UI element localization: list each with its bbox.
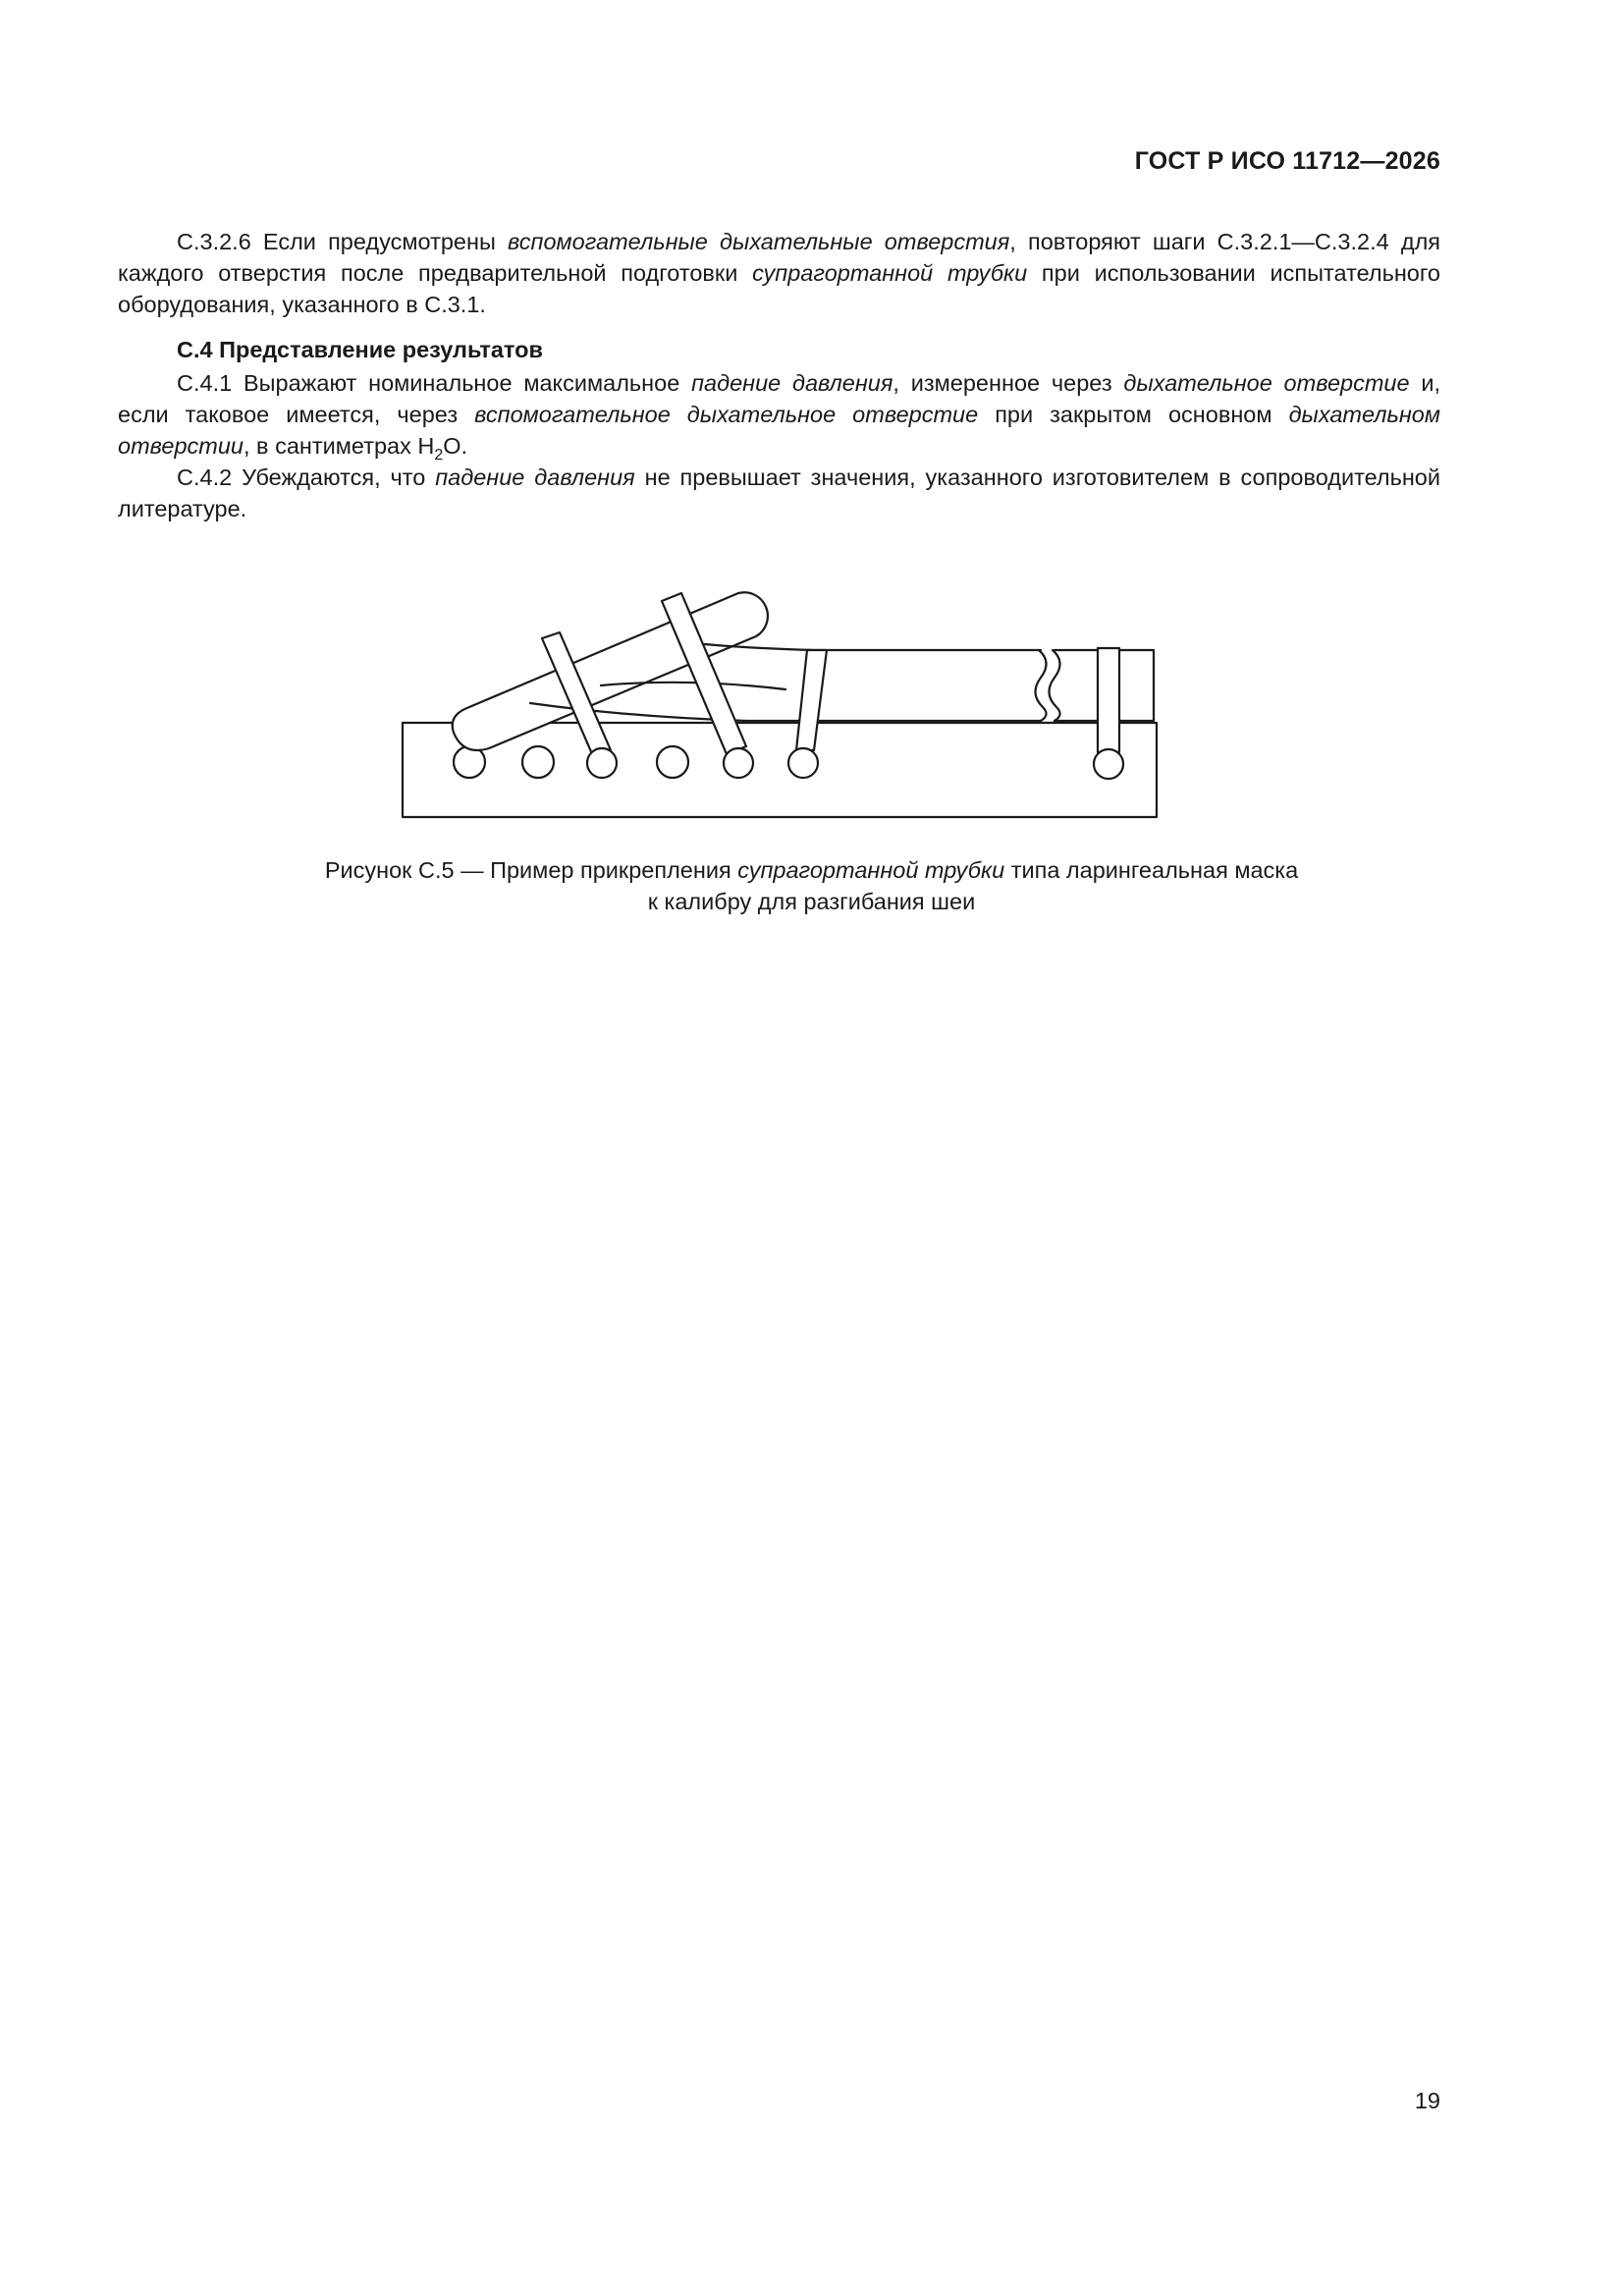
subscript: 2 [434, 447, 444, 464]
text-run: типа ларингеальная маска [1004, 857, 1299, 883]
text-run: , измеренное через [893, 370, 1124, 396]
text-run: и, если таковое имеется, через [118, 370, 1440, 427]
term-italic: дыхательном отверстии [118, 402, 1440, 459]
page-number: 19 [1414, 2088, 1440, 2113]
term-italic: вспомогательные дыхательные отверстия [508, 229, 1010, 254]
text-run: не превышает значения, указанного изготовителем в сопроводительной литературе. [118, 465, 1440, 521]
paragraph-c326 [118, 226, 1440, 320]
paragraph-c41 [118, 367, 1440, 462]
caption-line-2: к калибру для разгибания шеи [647, 889, 976, 914]
section-heading-c4: С.4 Представление результатов [177, 337, 543, 362]
term-italic: супрагортанной трубки [752, 260, 1028, 286]
text-run: С.4.2 Убеждаются, что [177, 465, 436, 490]
term-italic: вспомогательное дыхательное отверстие [474, 402, 979, 427]
text-run: O. [443, 433, 468, 459]
tube-bottom-edge [530, 703, 1041, 721]
caption-line-1 [0, 854, 1623, 886]
term-italic: падение давления [691, 370, 893, 396]
text-run: при закрытом основном [978, 402, 1289, 427]
term-italic: супрагортанной трубки [737, 857, 1005, 883]
gauge-hole [522, 746, 554, 778]
strap [788, 650, 827, 778]
text-run: при использовании испытательного оборудования, указанного в С.3.1. [118, 260, 1440, 317]
break-line [1049, 650, 1059, 721]
tube-top-edge [705, 644, 1041, 650]
paragraph-c42 [118, 462, 1440, 524]
term-italic: падение давления [435, 465, 635, 490]
figure-laryngeal-mask-on-gauge [393, 565, 1168, 830]
break-line [1035, 650, 1046, 721]
text-run: С.4.1 Выражают номинальное максимальное [177, 370, 692, 396]
strap [1094, 648, 1123, 779]
document-code: ГОСТ Р ИСО 11712—2026 [1134, 147, 1440, 175]
text-run: , в сантиметрах H [243, 433, 435, 459]
figure-caption [0, 854, 1623, 917]
term-italic: дыхательное отверстие [1123, 370, 1410, 396]
gauge-hole [657, 746, 688, 778]
text-run: С.3.2.6 Если предусмотрены [177, 229, 509, 254]
text-run: Рисунок С.5 — Пример прикрепления [324, 857, 738, 883]
text-run: , повторяют шаги С.3.2.1—С.3.2.4 для каждого отверстия после предварительной подготовки [118, 229, 1441, 286]
body-text [118, 226, 1440, 524]
